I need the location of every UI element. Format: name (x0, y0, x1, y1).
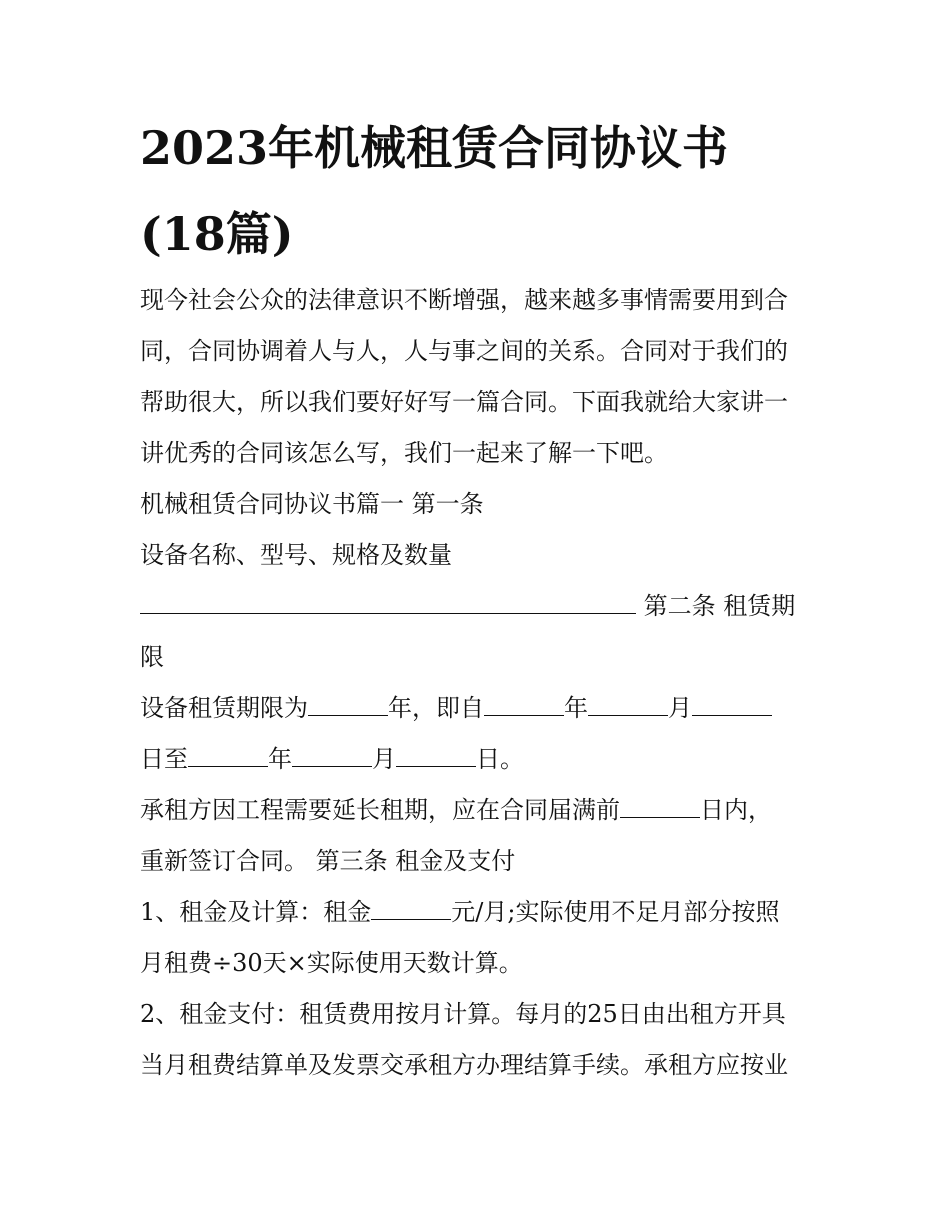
fill-in-blank (188, 736, 268, 767)
paragraph-line (140, 683, 830, 734)
text-run: 年 (268, 745, 292, 773)
text-run: 年 (564, 694, 588, 722)
paragraph-line: 限 (140, 643, 164, 671)
title-line-2: (18篇) (140, 207, 294, 261)
text-run: 月 (372, 745, 396, 773)
clause-heading: 第二条 租赁期 (636, 592, 796, 620)
paragraph-line: 设备名称、型号、规格及数量 (140, 541, 452, 569)
paragraph-line: 同，合同协调着人与人，人与事之间的关系。合同对于我们的 (140, 337, 788, 365)
text-run: 日。 (476, 745, 524, 773)
text-run: 日内， (700, 796, 772, 824)
fill-in-blank (371, 889, 451, 920)
text-run: 1、租金及计算：租金 (140, 898, 372, 926)
text-run: 年，即自 (388, 694, 484, 722)
text-run: 设备租赁期限为 (140, 694, 308, 722)
fill-in-blank (292, 736, 372, 767)
text-run: 元/月;实际使用不足月部分按照 (451, 898, 780, 926)
paragraph-line (140, 887, 830, 938)
fill-in-blank (396, 736, 476, 767)
paragraph-line: 月租费÷30天×实际使用天数计算。 (140, 949, 523, 977)
title-line-1: 2023年机械租赁合同协议书 (140, 121, 729, 175)
paragraph-line: 当月租费结算单及发票交承租方办理结算手续。承租方应按业 (140, 1051, 788, 1079)
paragraph-line: 帮助很大，所以我们要好好写一篇合同。下面我就给大家讲一 (140, 388, 788, 416)
fill-in-blank (484, 685, 564, 716)
section-heading-line: 机械租赁合同协议书篇一 第一条 (140, 490, 484, 518)
paragraph-line: 重新签订合同。 第三条 租金及支付 (140, 847, 516, 875)
fill-in-blank (308, 685, 388, 716)
fill-in-blank (620, 787, 700, 818)
paragraph-line: 2、租金支付：租赁费用按月计算。每月的25日由出租方开具 (140, 1000, 786, 1028)
document-body (140, 275, 830, 1091)
paragraph-line (140, 785, 830, 836)
blank-line (140, 581, 830, 632)
text-run: 日至 (140, 745, 188, 773)
text-run: 月 (668, 694, 692, 722)
text-run: 承租方因工程需要延长租期，应在合同届满前 (140, 796, 620, 824)
document-title (140, 105, 820, 277)
paragraph-line: 现今社会公众的法律意识不断增强，越来越多事情需要用到合 (140, 286, 788, 314)
fill-in-blank (140, 583, 636, 614)
paragraph-line: 讲优秀的合同该怎么写，我们一起来了解一下吧。 (140, 439, 668, 467)
fill-in-blank (588, 685, 668, 716)
fill-in-blank (692, 685, 772, 716)
paragraph-line (140, 734, 830, 785)
